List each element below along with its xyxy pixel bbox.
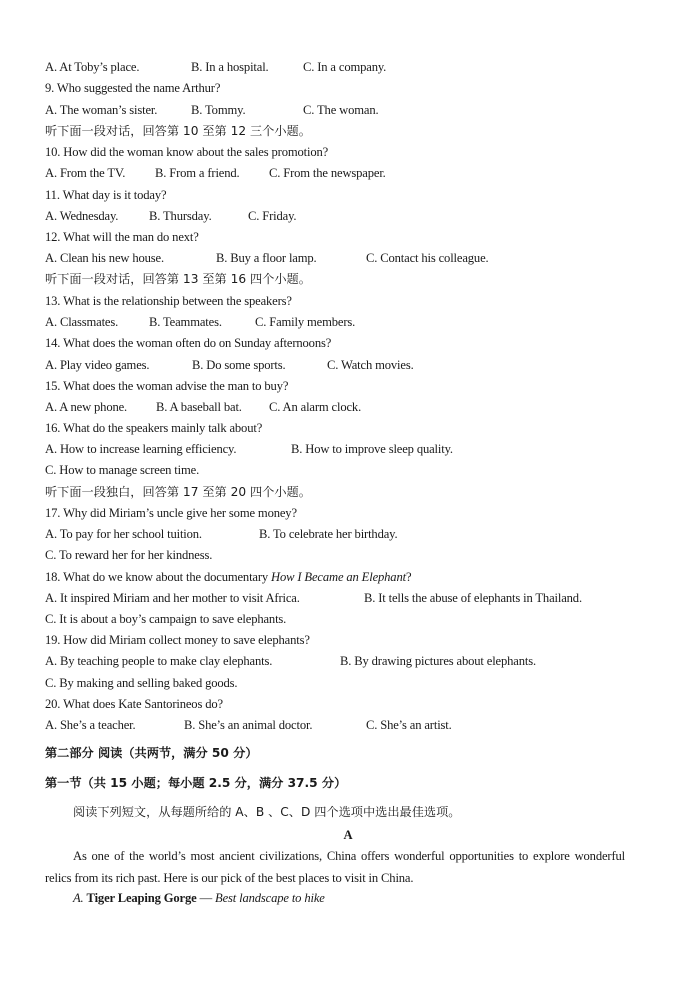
q17-option-c: C. To reward her for her kindness. [45,548,213,562]
option-a: A. The woman’s sister. [45,103,158,117]
question-13: 13. What is the relationship between the speakers? [45,294,292,308]
item-a-dash: — [196,891,216,905]
q18-option-c: C. It is about a boy’s campaign to save elephants. [45,612,287,626]
question-16: 16. What do the speakers mainly talk about? [45,421,263,435]
option-a: A. To pay for her school tuition. [45,527,202,541]
option-b: B. In a hospital. [191,60,269,74]
option-c: C. The woman. [303,103,379,117]
option-c: C. Family members. [255,315,356,329]
option-b: B. To celebrate her birthday. [259,527,398,541]
q16-option-c: C. How to manage screen time. [45,463,200,477]
option-b: B. Buy a floor lamp. [216,251,317,265]
question-15: 15. What does the woman advise the man to buy? [45,379,289,393]
passage-label: A [343,828,353,842]
question-14: 14. What does the woman often do on Sunday afternoons? [45,336,332,350]
passage-paragraph: As one of the world’s most ancient civilizations, China offers wonderful opportunities to explore wonderful relics from its rich past. Here is our pick of the best places to visit in China. [45,849,625,885]
option-a: A. Clean his new house. [45,251,164,265]
option-b: B. Tommy. [191,103,246,117]
item-a-title: Tiger Leaping Gorge [86,891,197,905]
section-heading-13-16: 听下面一段对话，回答第 13 至第 16 四个小题。 [45,272,311,286]
item-a-prefix: A. [73,891,87,905]
option-c: C. From the newspaper. [269,166,386,180]
item-a-heading [73,891,325,906]
option-b: B. Teammates. [149,315,222,329]
option-a: A. Play video games. [45,358,150,372]
option-c: C. In a company. [303,60,387,74]
section-heading-17-20: 听下面一段独白，回答第 17 至第 20 四个小题。 [45,485,311,499]
part-two-heading: 第二部分 阅读（共两节，满分 50 分） [45,746,258,760]
option-b: B. From a friend. [155,166,240,180]
option-a: A. It inspired Miriam and her mother to visit Africa. [45,591,300,605]
section-one-heading: 第一节（共 15 小题；每小题 2.5 分，满分 37.5 分） [45,776,347,790]
option-a: A. By teaching people to make clay elephants. [45,654,273,668]
question-10: 10. How did the woman know about the sales promotion? [45,145,329,159]
item-a-description: Best landscape to hike [215,891,325,905]
option-a: A. At Toby’s place. [45,60,140,74]
option-b: B. She’s an animal doctor. [184,718,313,732]
section-heading-10-12: 听下面一段对话，回答第 10 至第 12 三个小题。 [45,124,311,138]
option-b: B. Thursday. [149,209,212,223]
option-a: A. From the TV. [45,166,126,180]
option-a: A. Wednesday. [45,209,119,223]
question-9: 9. Who suggested the name Arthur? [45,81,221,95]
question-18-text: 18. What do we know about the documentary [45,570,272,584]
option-c: C. She’s an artist. [366,718,452,732]
question-17: 17. Why did Miriam’s uncle give her some money? [45,506,297,520]
question-12: 12. What will the man do next? [45,230,199,244]
question-19: 19. How did Miriam collect money to save elephants? [45,633,310,647]
option-b: B. How to improve sleep quality. [291,442,453,456]
question-20: 20. What does Kate Santorineos do? [45,697,223,711]
option-a: A. How to increase learning efficiency. [45,442,237,456]
option-a: A. She’s a teacher. [45,718,136,732]
q19-option-c: C. By making and selling baked goods. [45,676,238,690]
option-b: B. By drawing pictures about elephants. [340,654,536,668]
option-b: B. Do some sports. [192,358,286,372]
option-b: B. A baseball bat. [156,400,242,414]
option-a: A. A new phone. [45,400,128,414]
reading-instruction: 阅读下列短文，从每题所给的 A、B 、C、D 四个选项中选出最佳选项。 [73,805,461,819]
option-c: C. Watch movies. [327,358,414,372]
question-11: 11. What day is it today? [45,188,167,202]
option-c: C. An alarm clock. [269,400,362,414]
option-a: A. Classmates. [45,315,119,329]
documentary-title: How I Became an Elephant [271,570,406,584]
option-b: B. It tells the abuse of elephants in Thailand. [364,591,582,605]
option-c: C. Friday. [248,209,297,223]
question-18 [45,570,411,585]
option-c: C. Contact his colleague. [366,251,489,265]
question-18-end: ? [405,570,412,584]
